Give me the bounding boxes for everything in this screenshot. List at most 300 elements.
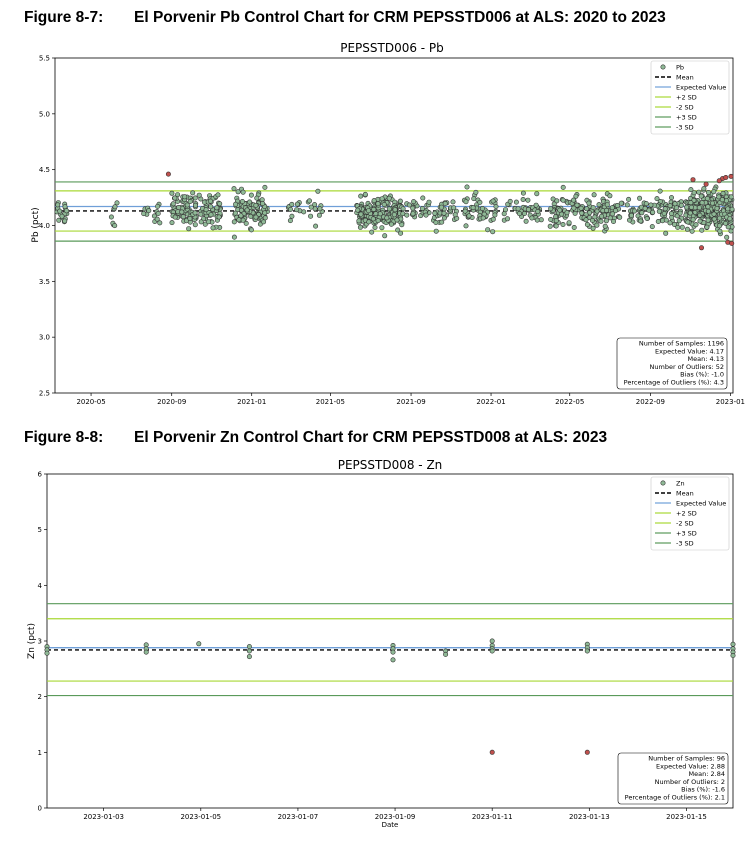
stats-line: Expected Value: 2.88 (656, 762, 725, 771)
data-point (724, 199, 728, 203)
data-point (147, 208, 151, 212)
data-point (721, 191, 725, 195)
stats-line: Percentage of Outliers (%): 2.1 (624, 793, 725, 802)
data-point (427, 200, 431, 204)
legend-label: +3 SD (676, 113, 697, 122)
data-point (439, 205, 443, 209)
data-point (57, 218, 61, 222)
y-tick-label: 5.5 (38, 54, 50, 63)
data-point (193, 203, 197, 207)
data-point (615, 203, 619, 207)
stats-line: Mean: 2.84 (688, 770, 725, 779)
data-point (393, 208, 397, 212)
data-point (710, 201, 714, 205)
data-point (640, 211, 644, 215)
data-point (731, 642, 735, 646)
data-point (170, 220, 174, 224)
data-point (522, 211, 526, 215)
outlier-point (704, 182, 708, 186)
data-point (694, 222, 698, 226)
y-tick-label: 3.0 (38, 333, 50, 342)
data-point (188, 199, 192, 203)
data-point (585, 222, 589, 226)
data-point (599, 214, 603, 218)
data-point (442, 216, 446, 220)
x-tick-label: 2023-01 (715, 398, 746, 406)
x-tick-label: 2022-01 (476, 398, 506, 406)
data-point (58, 209, 62, 213)
data-point (295, 208, 299, 212)
data-point (254, 215, 258, 219)
data-point (493, 213, 497, 217)
chart-title: PEPSSTD006 - Pb (340, 41, 444, 55)
outlier-point (585, 750, 589, 754)
data-point (173, 196, 177, 200)
data-point (171, 202, 175, 206)
data-point (728, 217, 732, 221)
data-point (521, 197, 525, 201)
data-point (690, 229, 694, 233)
data-point (260, 201, 264, 205)
data-point (357, 219, 361, 223)
data-point (712, 217, 716, 221)
data-point (188, 216, 192, 220)
x-tick-label: 2020-09 (157, 398, 187, 406)
x-tick-label: 2023-01-03 (83, 813, 125, 821)
figure-title: El Porvenir Zn Control Chart for CRM PEPSSTD008 at ALS: 2023 (134, 429, 608, 446)
data-point (453, 213, 457, 217)
data-point (433, 211, 437, 215)
legend-label: Expected Value (676, 499, 727, 508)
data-point (204, 207, 208, 211)
y-tick-label: 6 (37, 470, 42, 479)
data-point (367, 220, 371, 224)
data-point (308, 214, 312, 218)
data-point (656, 219, 660, 223)
data-point (474, 190, 478, 194)
legend (651, 61, 729, 134)
pb-control-chart (31, 41, 745, 406)
legend-label: Mean (676, 73, 694, 82)
data-point (197, 193, 201, 197)
data-point (599, 219, 603, 223)
y-axis-label: Pb (pct) (31, 207, 41, 243)
legend-label: +3 SD (676, 529, 697, 538)
data-point (521, 191, 525, 195)
data-point (318, 207, 322, 211)
data-point (193, 223, 197, 227)
data-point (173, 215, 177, 219)
data-point (62, 219, 66, 223)
data-point (211, 226, 215, 230)
legend-label: Zn (676, 479, 685, 488)
data-point (113, 205, 117, 209)
x-tick-label: 2023-01-07 (277, 813, 319, 821)
data-point (398, 231, 402, 235)
data-point (608, 194, 612, 198)
y-tick-label: 5 (37, 526, 42, 535)
data-point (421, 196, 425, 200)
data-point (491, 199, 495, 203)
data-point (451, 200, 455, 204)
data-point (263, 185, 267, 189)
data-point (723, 221, 727, 225)
data-point (233, 211, 237, 215)
data-point (440, 220, 444, 224)
data-point (685, 227, 689, 231)
data-point (288, 207, 292, 211)
data-point (604, 219, 608, 223)
data-point (524, 219, 528, 223)
data-point (565, 211, 569, 215)
data-point (366, 209, 370, 213)
data-point (307, 199, 311, 203)
data-point (618, 215, 622, 219)
data-point (508, 199, 512, 203)
data-point (610, 212, 614, 216)
y-tick-label: 4.0 (38, 222, 50, 230)
data-point (650, 224, 654, 228)
data-point (239, 214, 243, 218)
data-point (490, 639, 494, 643)
data-point (644, 201, 648, 205)
data-point (717, 216, 721, 220)
data-point (452, 206, 456, 210)
data-point (155, 217, 159, 221)
data-point (232, 235, 236, 239)
data-point (587, 201, 591, 205)
y-axis-ticks (38, 471, 47, 813)
data-point (505, 217, 509, 221)
data-point (236, 190, 240, 194)
data-point (516, 207, 520, 211)
data-point (526, 207, 530, 211)
data-point (669, 211, 673, 215)
data-point (391, 650, 395, 654)
data-point (199, 212, 203, 216)
data-point (689, 187, 693, 191)
data-point (585, 207, 589, 211)
data-point (700, 228, 704, 232)
data-point (316, 189, 320, 193)
data-point (718, 229, 722, 233)
data-point (471, 205, 475, 209)
data-point (662, 211, 666, 215)
data-point (411, 199, 415, 203)
data-point (579, 206, 583, 210)
data-point (464, 200, 468, 204)
data-point (247, 200, 251, 204)
stats-line: Mean: 4.13 (687, 355, 724, 364)
data-point (191, 191, 195, 195)
data-point (193, 211, 197, 215)
y-tick-label: 4 (37, 581, 42, 590)
data-point (295, 202, 299, 206)
data-point (240, 199, 244, 203)
data-point (472, 196, 476, 200)
data-point (383, 234, 387, 238)
data-point (725, 235, 729, 239)
x-tick-label: 2023-01-13 (568, 813, 610, 821)
data-point (668, 221, 672, 225)
data-point (561, 222, 565, 226)
data-point (411, 212, 415, 216)
data-point (626, 197, 630, 201)
data-point (249, 228, 253, 232)
y-axis-ticks (39, 55, 55, 398)
data-point (187, 227, 191, 231)
y-tick-label: 5.0 (38, 110, 50, 119)
data-point (363, 192, 367, 196)
x-axis-ticks (83, 808, 706, 821)
data-point (247, 644, 251, 648)
legend-label: -2 SD (676, 103, 694, 112)
y-tick-label: 4.5 (38, 166, 50, 175)
data-point (395, 218, 399, 222)
legend-label: Expected Value (676, 83, 727, 92)
data-point (155, 204, 159, 208)
x-tick-label: 2023-01-15 (666, 813, 707, 821)
data-point (535, 192, 539, 196)
data-point (663, 207, 667, 211)
data-point (359, 212, 363, 216)
data-point (549, 217, 553, 221)
data-point (591, 205, 595, 209)
outlier-point (717, 179, 721, 183)
data-point (434, 229, 438, 233)
stats-line: Expected Value: 4.17 (655, 347, 724, 356)
data-point (572, 225, 576, 229)
data-point (156, 211, 160, 215)
data-point (706, 218, 710, 222)
data-point (181, 215, 185, 219)
stats-line: Number of Outliers: 2 (654, 777, 725, 786)
legend-label: +2 SD (676, 509, 697, 518)
legend (651, 477, 729, 550)
data-point (539, 218, 543, 222)
data-point (309, 205, 313, 209)
chart-title: PEPSSTD008 - Zn (337, 458, 443, 472)
data-point (378, 212, 382, 216)
data-point (443, 652, 447, 656)
legend-label: -3 SD (676, 123, 694, 132)
legend-label: Pb (676, 63, 685, 72)
data-point (263, 211, 267, 215)
data-point (632, 209, 636, 213)
data-point (597, 202, 601, 206)
data-point (232, 186, 236, 190)
data-point (699, 194, 703, 198)
data-point (263, 216, 267, 220)
x-axis-ticks (76, 393, 745, 406)
data-point (249, 193, 253, 197)
data-point (502, 212, 506, 216)
x-tick-label: 2022-05 (555, 398, 585, 406)
data-point (679, 203, 683, 207)
data-point (434, 220, 438, 224)
data-point (643, 206, 647, 210)
data-point (385, 216, 389, 220)
data-point (376, 202, 380, 206)
data-point (706, 205, 710, 209)
data-point (651, 210, 655, 214)
x-tick-label: 2023-01-11 (471, 813, 513, 821)
data-point (481, 216, 485, 220)
data-point (218, 202, 222, 206)
data-point (247, 649, 251, 653)
data-point (514, 200, 518, 204)
data-point (526, 198, 530, 202)
data-point (290, 202, 294, 206)
data-point (717, 224, 721, 228)
data-point (676, 225, 680, 229)
outlier-point (490, 750, 494, 754)
data-point (517, 211, 521, 215)
data-point (688, 211, 692, 215)
x-tick-label: 2021-09 (396, 398, 426, 406)
data-point (726, 207, 730, 211)
data-point (45, 651, 49, 655)
data-point (389, 222, 393, 226)
data-point (664, 231, 668, 235)
data-point (592, 193, 596, 197)
data-point (700, 201, 704, 205)
data-point (290, 214, 294, 218)
data-point (715, 206, 719, 210)
x-tick-label: 2022-09 (635, 398, 666, 406)
data-point (387, 196, 391, 200)
data-point (401, 207, 405, 211)
data-point (60, 214, 64, 218)
data-point (629, 213, 633, 217)
data-point (684, 205, 688, 209)
data-point (590, 218, 594, 222)
data-point (197, 642, 201, 646)
data-point (571, 198, 575, 202)
data-point (391, 658, 395, 662)
data-point (56, 203, 60, 207)
x-tick-label: 2023-01-09 (374, 813, 416, 821)
y-tick-label: 2 (37, 693, 42, 702)
data-point (478, 200, 482, 204)
data-point (705, 196, 709, 200)
data-point (720, 198, 724, 202)
outlier-point (724, 175, 728, 179)
data-point (567, 221, 571, 225)
data-point (370, 230, 374, 234)
data-point (371, 217, 375, 221)
outlier-point (691, 178, 695, 182)
data-point (664, 218, 668, 222)
data-point (317, 213, 321, 217)
data-point (463, 209, 467, 213)
data-point (464, 224, 468, 228)
data-point (232, 220, 236, 224)
x-tick-label: 2023-01-05 (180, 813, 222, 821)
stats-box (618, 753, 728, 804)
data-point (705, 225, 709, 229)
data-point (691, 218, 695, 222)
y-tick-label: 1 (37, 748, 42, 757)
data-point (534, 203, 538, 207)
stats-line: Number of Outliers: 52 (649, 362, 724, 371)
data-point (480, 206, 484, 210)
data-point (680, 225, 684, 229)
data-point (113, 223, 117, 227)
data-point (142, 211, 146, 215)
data-point (216, 193, 220, 197)
zn-control-chart (27, 458, 735, 829)
data-point (356, 208, 360, 212)
data-point (669, 195, 673, 199)
outlier-point (166, 172, 170, 176)
x-tick-label: 2021-01 (237, 398, 267, 406)
data-point (288, 218, 292, 222)
data-point (561, 198, 565, 202)
data-point (209, 213, 213, 217)
data-point (380, 197, 384, 201)
legend-label: +2 SD (676, 93, 697, 102)
data-point (530, 216, 534, 220)
data-point (572, 206, 576, 210)
data-point (584, 218, 588, 222)
data-point (358, 225, 362, 229)
data-point (382, 202, 386, 206)
data-point (657, 209, 661, 213)
data-point (677, 219, 681, 223)
legend-label: -2 SD (676, 519, 694, 528)
data-point (392, 213, 396, 217)
data-point (241, 190, 245, 194)
x-tick-label: 2020-05 (76, 398, 106, 406)
data-point (215, 206, 219, 210)
data-point (313, 224, 317, 228)
data-point (585, 649, 589, 653)
data-point (217, 215, 221, 219)
data-point (373, 225, 377, 229)
data-point (237, 218, 241, 222)
data-point (639, 219, 643, 223)
data-point (611, 219, 615, 223)
data-point (580, 211, 584, 215)
outlier-point (729, 174, 733, 178)
stats-line: Percentage of Outliers (%): 4.3 (623, 378, 724, 387)
data-point (63, 204, 67, 208)
data-point (183, 195, 187, 199)
outlier-point (699, 246, 703, 250)
data-point (731, 653, 735, 657)
data-point (706, 190, 710, 194)
y-tick-label: 0 (37, 804, 42, 813)
data-point (619, 201, 623, 205)
data-point (380, 226, 384, 230)
data-point (372, 207, 376, 211)
data-point (625, 203, 629, 207)
data-point (170, 191, 174, 195)
data-point (255, 196, 259, 200)
data-point (387, 207, 391, 211)
data-point (698, 213, 702, 217)
data-point (245, 208, 249, 212)
data-point (180, 210, 184, 214)
data-point (491, 230, 495, 234)
data-point (558, 208, 562, 212)
legend-marker (661, 481, 665, 485)
y-axis-label: Zn (pct) (27, 623, 37, 659)
data-point (554, 218, 558, 222)
y-tick-label: 3 (37, 637, 42, 646)
data-point (233, 202, 237, 206)
